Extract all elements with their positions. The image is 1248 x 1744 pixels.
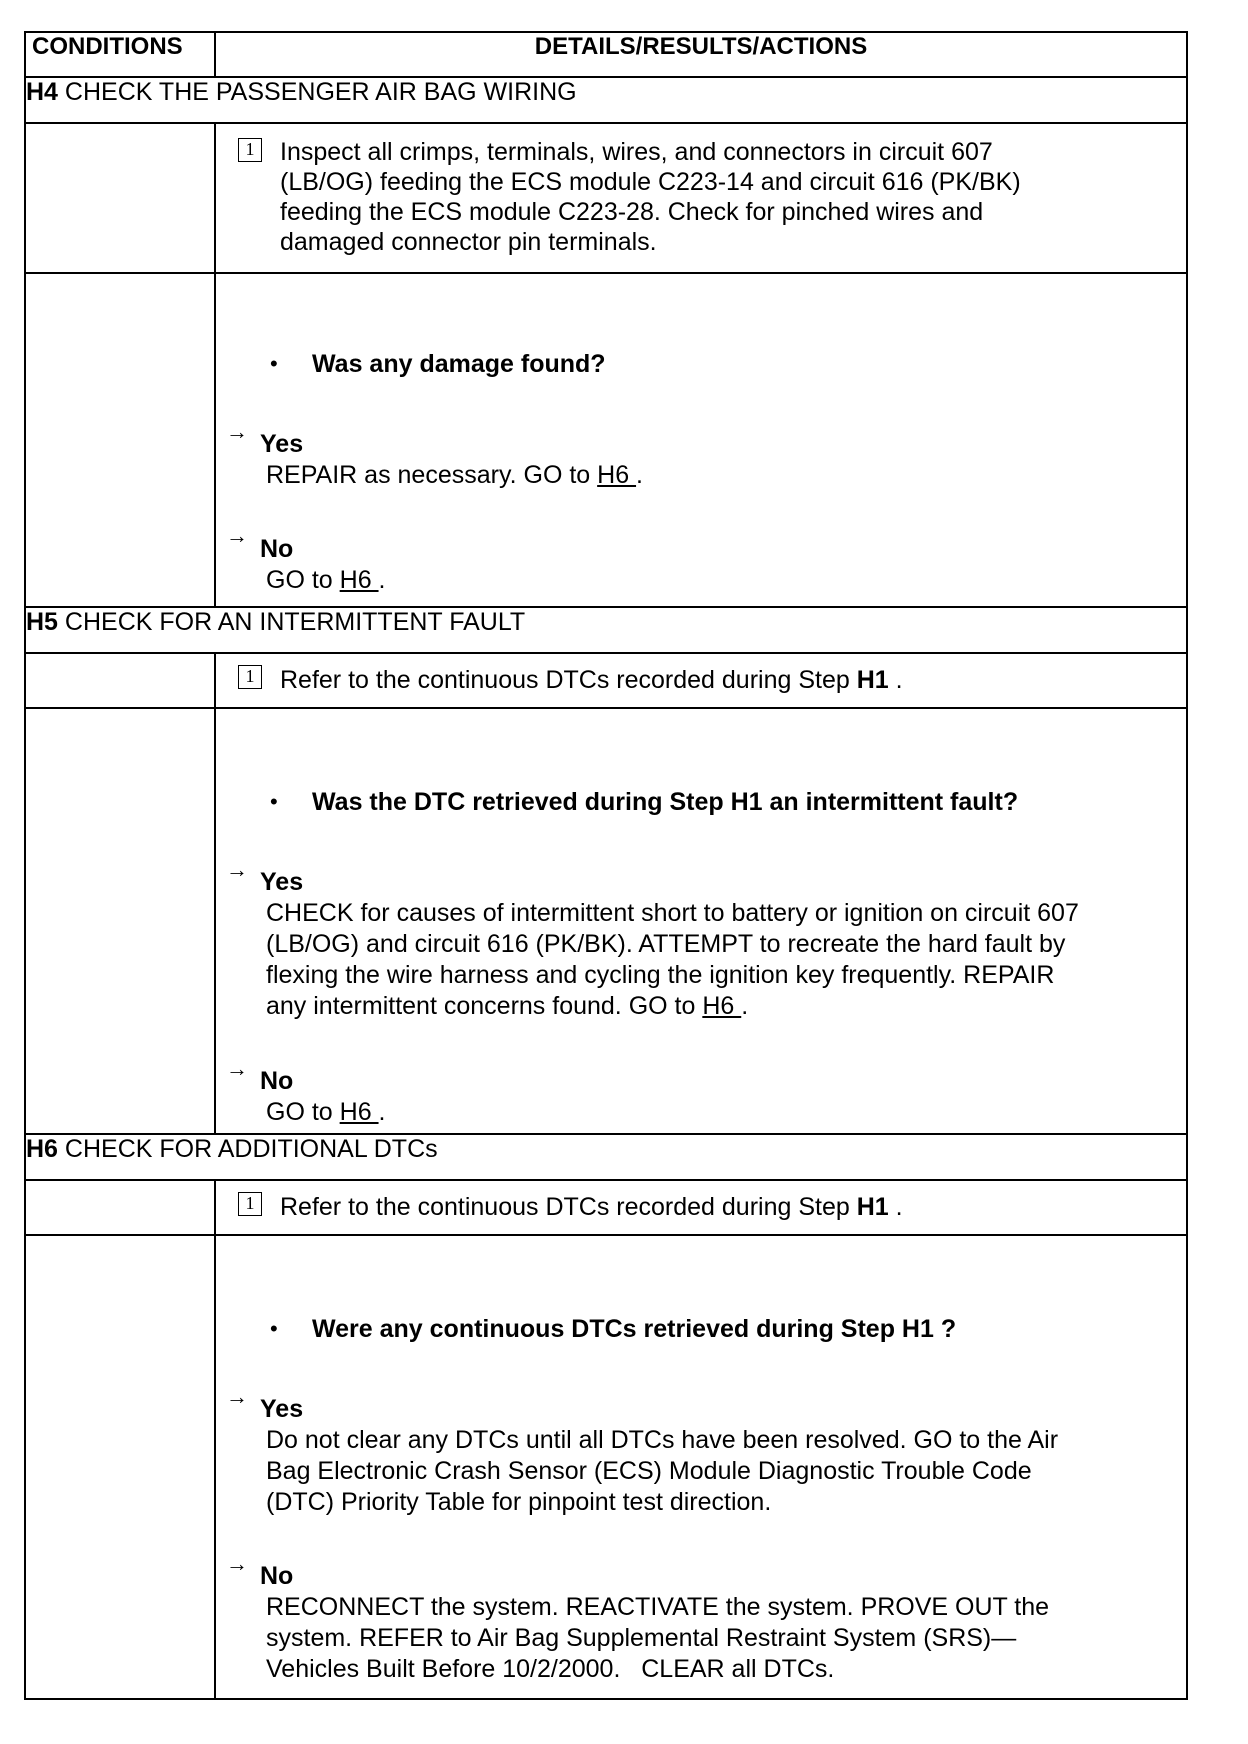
checkbox-1-icon: 1 xyxy=(238,138,262,162)
action-cell-h4-inspect xyxy=(215,123,1187,273)
no-label-h4: No xyxy=(260,535,294,563)
conditions-header: CONDITIONS xyxy=(25,32,215,77)
question-h5: Was the DTC retrieved during Step H1 an intermittent fault? xyxy=(312,788,1019,816)
yes-label-h5: Yes xyxy=(260,868,304,896)
arrow-right-icon: → xyxy=(226,1384,248,1409)
yes-label-h6: Yes xyxy=(260,1395,304,1423)
condition-cell xyxy=(25,1180,215,1235)
refer-text-h5: Refer to the continuous DTCs recorded during Step H1 . xyxy=(280,666,903,694)
details-header: DETAILS/RESULTS/ACTIONS xyxy=(215,32,1187,77)
action-cell-h4-question xyxy=(215,273,1187,607)
step-row-h5-refer xyxy=(25,653,1187,708)
no-text-h5: GO to H6 . xyxy=(266,1098,386,1126)
step-title-row-h4 xyxy=(25,77,1187,123)
goto-h6-link[interactable]: H6 xyxy=(597,461,637,489)
yes-line-2-h6: Bag Electronic Crash Sensor (ECS) Module Diagnostic Trouble Code xyxy=(266,1457,1032,1485)
inspect-line-4: damaged connector pin terminals. xyxy=(280,228,657,256)
arrow-right-icon: → xyxy=(226,857,248,882)
step-title-text-h4: CHECK THE PASSENGER AIR BAG WIRING xyxy=(57,78,577,106)
checkbox-1-icon: 1 xyxy=(238,665,262,689)
step-title-row-h5 xyxy=(25,607,1187,653)
step-title-h5 xyxy=(25,607,1187,653)
table-header-row xyxy=(25,32,1187,77)
yes-line-3-h5: flexing the wire harness and cycling the ignition key frequently. REPAIR xyxy=(266,961,1055,989)
bullet-icon: • xyxy=(270,1316,278,1341)
pinpoint-test-table xyxy=(24,31,1188,1700)
no-label-h6: No xyxy=(260,1562,294,1590)
condition-cell xyxy=(25,708,215,1134)
goto-h6-link[interactable]: H6 xyxy=(339,1098,379,1126)
condition-cell xyxy=(25,1235,215,1699)
no-line-2-h6: system. REFER to Air Bag Supplemental Restraint System (SRS)— xyxy=(266,1624,1017,1652)
step-code-h5: H5 xyxy=(26,608,58,636)
yes-text-h4: REPAIR as necessary. GO to H6 . xyxy=(266,461,643,489)
yes-line-2-h5: (LB/OG) and circuit 616 (PK/BK). ATTEMPT to recreate the hard fault by xyxy=(266,930,1066,958)
question-h6: Were any continuous DTCs retrieved during Step H1 ? xyxy=(312,1315,957,1343)
step-code-h6: H6 xyxy=(26,1135,58,1163)
yes-line-1-h5: CHECK for causes of intermittent short to battery or ignition on circuit 607 xyxy=(266,899,1079,927)
no-line-1-h6: RECONNECT the system. REACTIVATE the system. PROVE OUT the xyxy=(266,1593,1050,1621)
step-code-h4: H4 xyxy=(26,78,58,106)
step-row-h4-inspect xyxy=(25,123,1187,273)
no-label-h5: No xyxy=(260,1067,294,1095)
refer-text-h6: Refer to the continuous DTCs recorded during Step H1 . xyxy=(280,1193,903,1221)
action-cell-h5-question xyxy=(215,708,1187,1134)
step-title-h6 xyxy=(25,1134,1187,1180)
yes-line-1-h6: Do not clear any DTCs until all DTCs have been resolved. GO to the Air xyxy=(266,1426,1059,1454)
condition-cell xyxy=(25,273,215,607)
goto-h6-link[interactable]: H6 xyxy=(339,566,379,594)
no-text-h4: GO to H6 . xyxy=(266,566,386,594)
step-title-text-h5: CHECK FOR AN INTERMITTENT FAULT xyxy=(57,608,526,636)
condition-cell xyxy=(25,653,215,708)
action-cell-h6-refer xyxy=(215,1180,1187,1235)
step-row-h6-refer xyxy=(25,1180,1187,1235)
yes-label-h4: Yes xyxy=(260,430,304,458)
inspect-line-3: feeding the ECS module C223-28. Check for pinched wires and xyxy=(280,198,984,226)
arrow-right-icon: → xyxy=(226,419,248,444)
step-title-row-h6 xyxy=(25,1134,1187,1180)
step-row-h5-question xyxy=(25,708,1187,1134)
action-cell-h6-question xyxy=(215,1235,1187,1699)
no-line-3-h6: Vehicles Built Before 10/2/2000. CLEAR all DTCs. xyxy=(266,1655,835,1683)
step-row-h4-question xyxy=(25,273,1187,607)
yes-line-4-h5: any intermittent concerns found. GO to H6 . xyxy=(266,992,749,1020)
yes-line-3-h6: (DTC) Priority Table for pinpoint test direction. xyxy=(266,1488,772,1516)
inspect-line-2: (LB/OG) feeding the ECS module C223-14 and circuit 616 (PK/BK) xyxy=(280,168,1021,196)
arrow-right-icon: → xyxy=(226,523,248,548)
step-title-h4 xyxy=(25,77,1187,123)
condition-cell xyxy=(25,123,215,273)
arrow-right-icon: → xyxy=(226,1056,248,1081)
goto-h6-link[interactable]: H6 xyxy=(702,992,742,1020)
step-title-text-h6: CHECK FOR ADDITIONAL DTCs xyxy=(57,1135,438,1163)
question-h4: Was any damage found? xyxy=(312,350,606,378)
inspect-line-1: Inspect all crimps, terminals, wires, and connectors in circuit 607 xyxy=(280,138,993,166)
arrow-right-icon: → xyxy=(226,1551,248,1576)
checkbox-1-icon: 1 xyxy=(238,1192,262,1216)
bullet-icon: • xyxy=(270,789,278,814)
step-row-h6-question xyxy=(25,1235,1187,1699)
bullet-icon: • xyxy=(270,351,278,376)
action-cell-h5-refer xyxy=(215,653,1187,708)
